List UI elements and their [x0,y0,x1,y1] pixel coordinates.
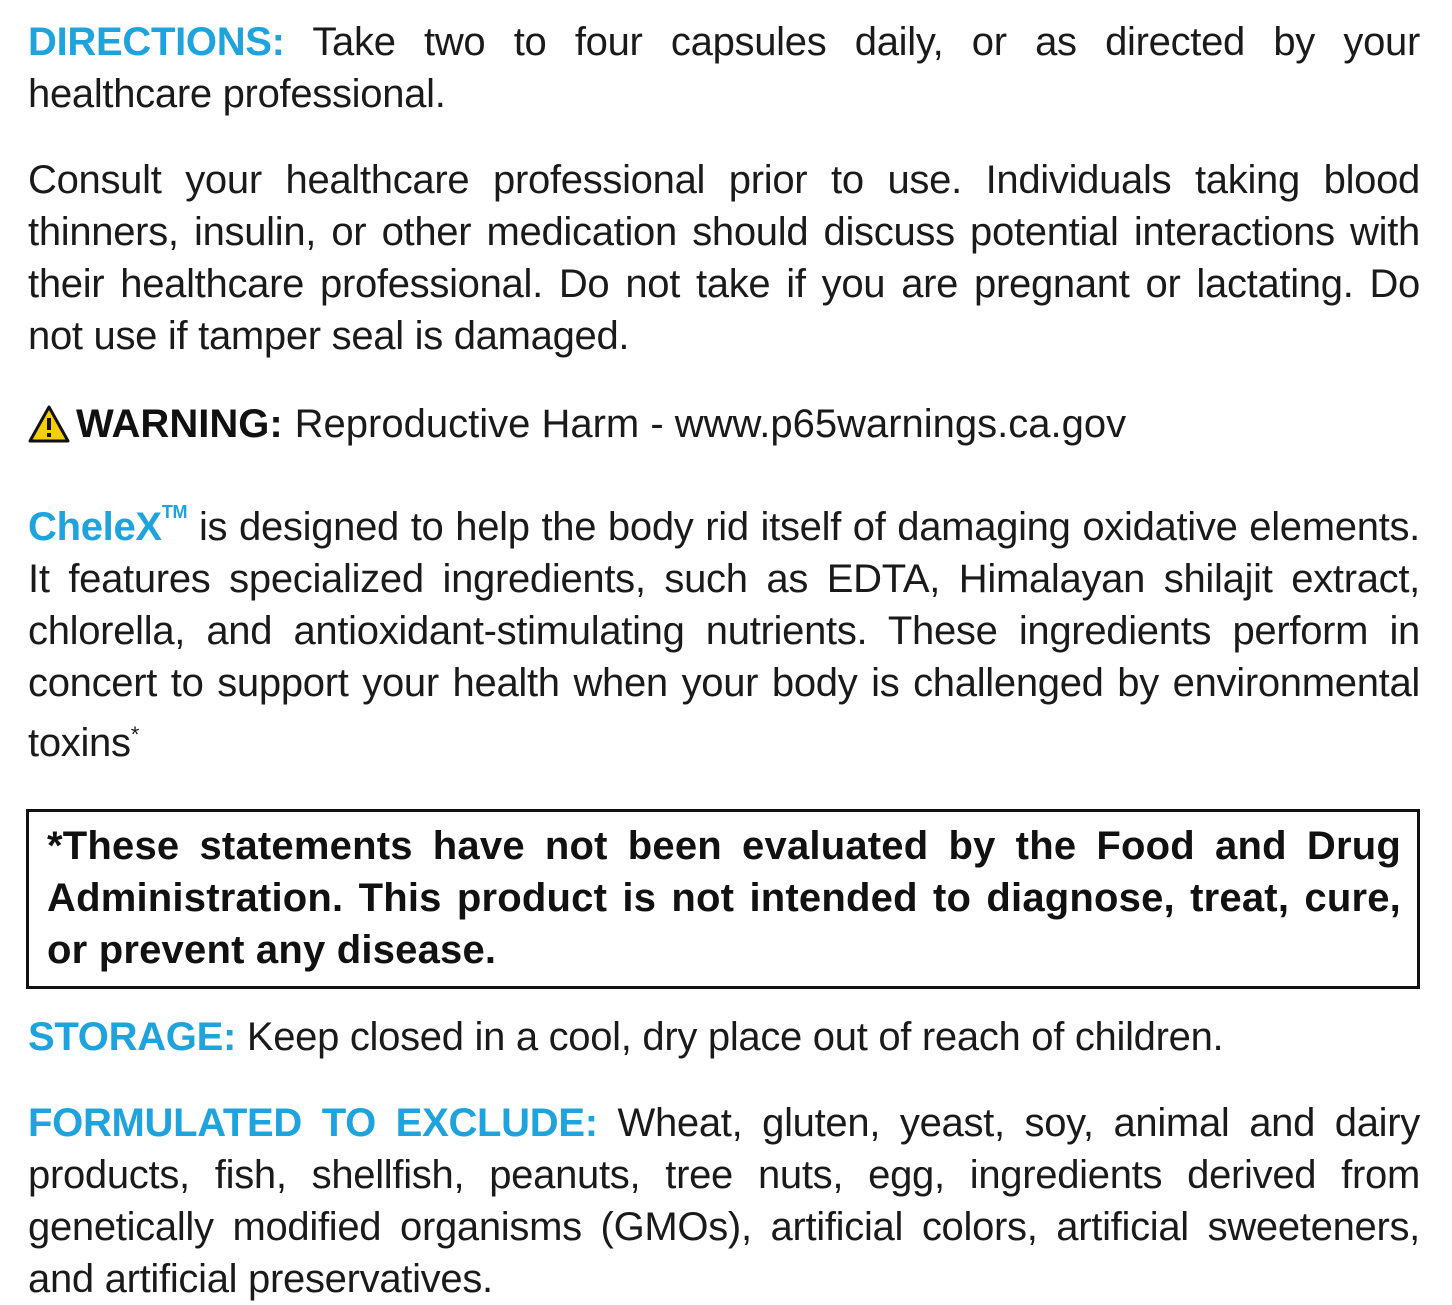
description-asterisk: * [130,722,139,747]
directions-label: DIRECTIONS: [28,20,285,64]
fda-disclaimer-text: *These statements have not been evaluated by the Food and Drug Administration. This product is not intended to diagnose, treat, cure, or prevent any disease. [47,824,1401,972]
storage-label: STORAGE: [28,1015,236,1059]
directions-text: Take two to four capsules daily, or as directed by your healthcare professional. [28,20,1420,116]
consult-paragraph: Consult your healthcare professional prior to use. Individuals taking blood thinners, insulin, or other medication should discuss potential interactions with their healthcare professional. Do not take if you are pregnant or lactating. Do not use if tamper seal is damaged. [28,158,1420,358]
trademark-mark: TM [161,502,188,522]
description-text: is designed to help the body rid itself of damaging oxidative elements. It features specialized ingredients, such as EDTA, Himalayan shilajit extract, chlorella, and antioxidant-stimulating nutrients. These ingredients perform in concert to support your health when your body is challenged by environmental toxins [28,505,1420,765]
directions-paragraph [28,16,1420,120]
warning-text: Reproductive Harm - www.p65warnings.ca.gov [294,402,1127,446]
warning-line [28,398,1420,450]
fda-disclaimer-box [26,809,1420,989]
warning-triangle-icon [28,404,70,444]
exclude-label: FORMULATED TO EXCLUDE: [28,1101,598,1145]
exclude-text: Wheat, gluten, yeast, soy, animal and dairy products, fish, shellfish, peanuts, tree nuts, egg, ingredients derived from genetically modified organisms (GMOs), artificial colors, artificial sweeteners, and artificial preservatives. [28,1101,1420,1301]
storage-paragraph [28,1011,1420,1063]
exclude-paragraph [28,1097,1420,1305]
brand-name: CheleX [28,505,162,549]
description-paragraph [28,486,1420,769]
label-panel [28,16,1420,1305]
storage-text: Keep closed in a cool, dry place out of reach of children. [236,1015,1224,1059]
warning-label: WARNING: [76,402,283,446]
